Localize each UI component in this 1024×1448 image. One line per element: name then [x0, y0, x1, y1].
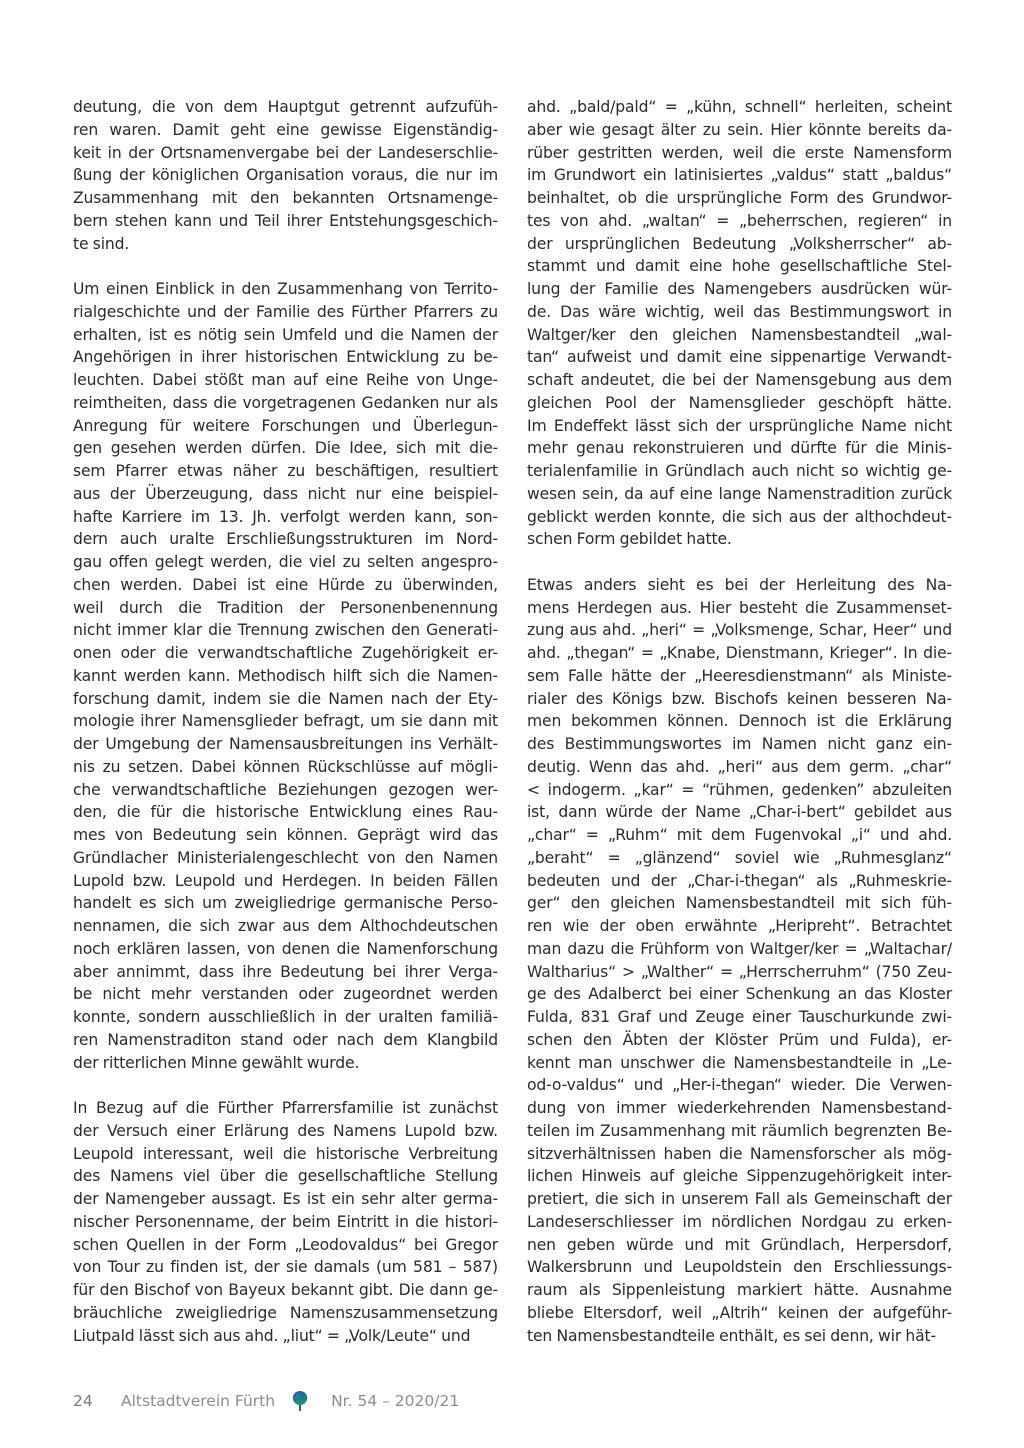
text-line: sem Falle hätte der „Heeresdienstmann“ als Ministe-	[527, 666, 952, 685]
text-line: ahd. „bald/pald“ = „kühn, schnell“ herleiten, scheint	[527, 98, 952, 116]
text-line: aber wie gesagt älter zu sein. Hier könnte bereits da-	[527, 120, 952, 139]
text-line: Liutpald lässt sich aus ahd. „liut“ = „Volk/Leute“ und	[73, 1326, 471, 1345]
text-line: konnte, sondern ausschließlich in der uralten familiä-	[73, 1008, 498, 1026]
text-line: stammt und damit eine hohe gesellschaftliche Stel-	[527, 257, 952, 276]
text-line: mologie ihrer Namensglieder befragt, um sie dann mit	[73, 712, 498, 731]
text-line: ßung der königlichen Organisation voraus, die nur im	[73, 166, 498, 185]
text-line: der ursprünglichen Bedeutung „Volksherrscher“ ab-	[527, 234, 952, 253]
text-line: geblickt werden konnte, die sich aus der althochdeut-	[527, 507, 952, 526]
paragraph	[527, 96, 952, 551]
text-line: nis zu setzen. Dabei können Rückschlüsse auf mögli-	[73, 757, 498, 776]
text-line: tan“ aufweist und damit eine sippenartige Verwandt-	[527, 348, 952, 367]
text-line: In Bezug auf die Fürther Pfarrersfamilie ist zunächst	[73, 1099, 498, 1117]
text-line: mens Herdegen aus. Hier besteht die Zusammenset-	[527, 598, 952, 617]
text-line: forschung damit, indem sie die Namen nach der Ety-	[73, 689, 498, 708]
text-line: ger“ den gleichen Namensbestandteil mit sich füh-	[527, 894, 952, 913]
paragraph	[527, 574, 952, 1348]
text-line: pretiert, die sich in unserem Fall als Gemeinschaft der	[527, 1190, 952, 1208]
text-line: gleichen Pool der Namensglieder geschöpft hätte.	[527, 393, 952, 412]
text-line: schen Quellen in der Form „Leodovaldus“ bei Gregor	[73, 1235, 498, 1254]
text-line: be nicht mehr verstanden oder zugeordnet werden	[73, 985, 498, 1004]
text-line: nischer Personenname, der beim Eintritt in die histori-	[73, 1212, 498, 1231]
text-line: von Tour zu finden ist, der sie damals (um 581 – 587)	[73, 1258, 498, 1277]
text-line: man dazu die Frühform von Waltger/ker = „Waltachar/	[527, 939, 952, 958]
text-line: men bekommen können. Dennoch ist die Erklärung	[527, 712, 952, 731]
text-line: bedeuten und der „Char-i-thegan“ als „Ruhmeskrie-	[527, 871, 952, 890]
text-line: der Umgebung der Namensausbreitungen ins Verhält-	[73, 735, 498, 753]
text-line: od-o-valdus“ und „Her-i-thegan“ wieder. Die Verwen-	[527, 1076, 952, 1095]
text-line: < indogerm. „kar“ = “rühmen, gedenken” abzuleiten	[527, 780, 952, 799]
text-line: leuchten. Dabei stößt man auf eine Reihe von Unge-	[73, 371, 498, 389]
paragraph	[73, 1097, 498, 1347]
issue-number: Nr. 54 – 2020/21	[331, 1392, 460, 1410]
text-line: sitzverhältnissen haben die Namensforscher als mög-	[527, 1144, 952, 1163]
text-line: Zusammenhang mit den bekannten Ortsnamenge-	[73, 189, 498, 207]
text-line: ahd. „thegan“ = „Knabe, Dienstmann, Krieger“. In die-	[527, 644, 952, 662]
text-line: nicht immer klar die Trennung zwischen den Generati-	[73, 621, 498, 640]
text-line: Waltger/ker den gleichen Namensbestandteil „wal-	[527, 325, 952, 344]
text-line: „beraht“ = „glänzend“ soviel wie „Ruhmesglanz“	[527, 848, 952, 867]
text-line: rialgeschichte und der Familie des Fürther Pfarrers zu	[73, 302, 498, 321]
text-line: dern auch uralte Erschließungsstrukturen im Nord-	[73, 530, 498, 549]
text-line: kannt werden kann. Methodisch hilft sich die Namen-	[73, 666, 498, 685]
text-line: Walkersbrunn und Leupoldstein den Erschliessungs-	[527, 1258, 952, 1277]
text-line: nennamen, die sich zwar aus dem Althochdeutschen	[73, 917, 498, 935]
text-line: che verwandtschaftliche Beziehungen gezogen wer-	[73, 780, 498, 799]
text-line: mehr genau rekonstruieren und dürfte für die Minis-	[527, 439, 952, 458]
page-footer	[73, 1389, 459, 1413]
text-line: Waltharius“ > „Walther“ = „Herrscherruhm“ (750 Zeu-	[527, 962, 952, 981]
text-line: Angehörigen in ihrer historischen Entwicklung zu be-	[73, 348, 498, 367]
text-line: aus der Überzeugung, dass nicht nur eine beispiel-	[73, 484, 498, 503]
text-line: ren waren. Damit geht eine gewisse Eigenständig-	[73, 120, 498, 139]
text-line: tes von ahd. „waltan“ = „beherrschen, regieren“ in	[527, 211, 952, 230]
page-number: 24	[73, 1392, 93, 1410]
text-line: im Grundwort ein latinisiertes „valdus“ statt „baldus“	[527, 166, 952, 185]
text-line: zung aus ahd. „heri“ = „Volksmenge, Schar, Heer“ und	[527, 621, 952, 640]
text-line: der Versuch einer Erlärung des Namens Lupold bzw.	[73, 1121, 498, 1140]
text-line: hafte Karriere im 13. Jh. verfolgt werden kann, son-	[73, 507, 498, 526]
text-line: handelt es sich um zweigliedrige germanische Perso-	[73, 894, 498, 913]
text-line: weil durch die Tradition der Personenbenennung	[73, 598, 498, 617]
text-line: te sind.	[73, 234, 130, 253]
text-line: Lupold bzw. Leupold und Herdegen. In beiden Fällen	[73, 871, 498, 890]
text-line: deutig. Wenn das ahd. „heri“ aus dem germ. „char“	[527, 757, 952, 776]
text-line: der ritterlichen Minne gewählt wurde.	[73, 1053, 360, 1072]
text-line: ist, dann würde der Name „Char-i-bert“ gebildet aus	[527, 803, 952, 822]
text-line: lung der Familie des Namengebers ausdrücken wür-	[527, 280, 952, 298]
text-line: schaft andeutet, die bei der Namensgebung aus dem	[527, 371, 952, 389]
text-line: bräuchliche zweigliedrige Namenszusammensetzung	[73, 1303, 498, 1322]
text-line: mes von Bedeutung sein können. Geprägt wird das	[73, 826, 498, 844]
text-line: den, die für die historische Entwicklung eines Rau-	[73, 803, 498, 822]
text-line: sem Pfarrer etwas näher zu beschäftigen, resultiert	[73, 462, 498, 480]
text-line: gen gesehen werden dürfen. Die Idee, sich mit die-	[73, 439, 498, 458]
text-line: Anregung für weitere Forschungen und Überlegun-	[73, 416, 498, 435]
text-line: gau offen gelegt werden, die viel zu selten angespro-	[73, 553, 498, 571]
text-line: keit in der Ortsnamenvergabe bei der Landeserschlie-	[73, 143, 498, 162]
text-line: ge des Adalberct bei einer Schenkung an das Kloster	[527, 985, 952, 1004]
text-line: rialer des Königs bzw. Bischofs keinen besseren Na-	[527, 689, 952, 708]
text-line: de. Das wäre wichtig, weil das Bestimmungswort in	[527, 302, 952, 321]
text-line: Fulda, 831 Graf und Zeuge einer Tauschurkunde zwi-	[527, 1008, 952, 1026]
text-line: kennt man unschwer die Namensbestandteile in „Le-	[527, 1053, 952, 1072]
text-line: lichen Hinweis auf gleiche Sippenzugehörigkeit inter-	[527, 1167, 952, 1186]
text-line: ren Namenstraditon stand oder nach dem Klangbild	[73, 1030, 498, 1049]
text-line: ten Namensbestandteile enthält, es sei denn, wir hät-	[527, 1326, 936, 1345]
text-line: noch erklären lassen, von denen die Namenforschung	[73, 939, 498, 958]
text-line: onen oder die verwandtschaftliche Zugehörigkeit er-	[73, 644, 498, 662]
text-line: raum als Sippenleistung markiert hätte. Ausnahme	[527, 1281, 952, 1299]
text-line: der Namengeber aussagt. Es ist ein sehr alter germa-	[73, 1190, 498, 1208]
text-line: bern stehen kann und Teil ihrer Entstehungsgeschich-	[73, 211, 498, 230]
text-line: bliebe Eltersdorf, weil „Altrih“ keinen der aufgeführ-	[527, 1303, 952, 1322]
text-line: Um einen Einblick in den Zusammenhang von Territo-	[73, 280, 498, 298]
text-line: Etwas anders sieht es bei der Herleitung des Na-	[527, 575, 952, 594]
text-line: erhalten, ist es nötig sein Umfeld und die Namen der	[73, 325, 498, 344]
text-line: wesen sein, da auf eine lange Namenstradition zurück	[527, 484, 952, 503]
text-line: rüber gestritten werden, weil die erste Namensform	[527, 143, 952, 162]
text-line: Gründlacher Ministerialengeschlecht von den Namen	[73, 848, 498, 867]
text-line: schen den Äbten der Klöster Prüm und Fulda), er-	[527, 1030, 952, 1049]
text-line: chen werden. Dabei ist eine Hürde zu überwinden,	[73, 575, 498, 594]
text-line: reimtheiten, dass die vorgetragenen Gedanken nur als	[73, 393, 498, 412]
text-line: ren wie der oben erwähnte „Heripreht“. Betrachtet	[527, 917, 952, 935]
publication-name: Altstadtverein Fürth	[121, 1392, 276, 1410]
paragraph	[73, 96, 498, 255]
text-line: Leupold interessant, weil die historische Verbreitung	[73, 1144, 498, 1163]
text-line: nen geben würde und mit Gründlach, Herpersdorf,	[527, 1235, 952, 1254]
text-line: Im Endeffekt lässt sich der ursprüngliche Name nicht	[527, 416, 952, 435]
text-line: schen Form gebildet hatte.	[527, 530, 732, 549]
text-line: teilen im Zusammenhang mit räumlich begrenzten Be-	[527, 1121, 952, 1140]
text-line: Landeserschliesser im nördlichen Nordgau zu erken-	[527, 1212, 952, 1231]
left-column	[73, 96, 498, 1370]
text-line: terialenfamilie in Gründlach auch nicht so wichtig ge-	[527, 462, 952, 480]
text-line: deutung, die von dem Hauptgut getrennt aufzufüh-	[73, 98, 498, 116]
text-line: des Bestimmungswortes im Namen nicht ganz ein-	[527, 735, 952, 753]
tree-icon	[291, 1390, 309, 1412]
text-line: beinhaltet, ob die ursprüngliche Form des Grundwor-	[527, 189, 952, 207]
paragraph	[73, 278, 498, 1074]
right-column	[527, 96, 952, 1370]
text-line: aber annimmt, dass ihre Bedeutung bei ihrer Verga-	[73, 962, 498, 981]
text-line: „char“ = „Ruhm“ mit dem Fugenvokal „i“ und ahd.	[527, 826, 952, 844]
text-line: dung von immer wiederkehrenden Namensbestand-	[527, 1099, 952, 1117]
text-line: für den Bischof von Bayeux bekannt gibt. Die dann ge-	[73, 1281, 498, 1299]
text-line: des Namens viel über die gesellschaftliche Stellung	[73, 1167, 498, 1186]
